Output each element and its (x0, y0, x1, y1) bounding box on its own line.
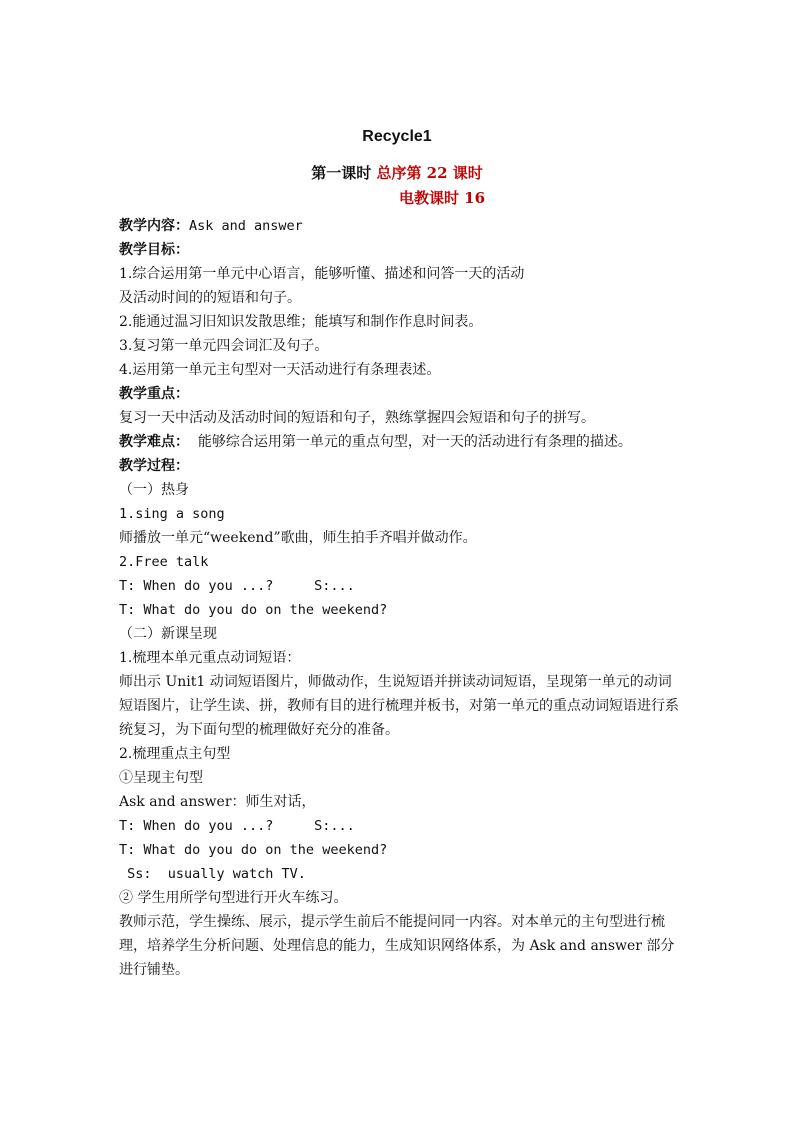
goal-4: 4.运用第一单元主句型对一天活动进行有条理表述。 (119, 362, 441, 378)
difficulty-value: 能够综合运用第一单元的重点句型，对一天的活动进行有条理的描述。 (197, 434, 632, 450)
process-new-lesson: （二）新课呈现 (119, 626, 217, 642)
process-present-sentences: ①呈现主句型 (119, 770, 203, 786)
process-verb-phrases: 1.梳理本单元重点动词短语： (119, 650, 301, 666)
process-dialog-2: T: What do you do on the weekend? (119, 602, 388, 618)
process-song-desc: 师播放一单元“weekend”歌曲，师生拍手齐唱并做动作。 (119, 530, 477, 546)
process-free-talk: 2.Free talk (119, 554, 209, 570)
process-label: 教学过程： (119, 458, 189, 474)
difficulty-label: 教学难点： (119, 434, 189, 450)
content-label: 教学内容： (119, 218, 189, 234)
process-sing-song: 1.sing a song (119, 506, 225, 522)
key-label: 教学重点： (119, 386, 189, 402)
process-verb-desc: 师出示 Unit1 动词短语图片，师做动作，生说短语并拼读动词短语，呈现第一单元的动词短语图片，让学生读、拼，教师有目的进行梳理并板书，对第一单元的重点动词短语进行系统复习，为下面句型的梳理做好充分的准备。 (119, 674, 679, 738)
goal-1a: 1.综合运用第一单元中心语言，能够听懂、描述和问答一天的活动 (119, 266, 525, 282)
goals-label: 教学目标： (119, 242, 189, 258)
process-ask-answer: Ask and answer：师生对话， (119, 794, 316, 810)
goal-3: 3.复习第一单元四会词汇及句子。 (119, 338, 329, 354)
process-dialog-4: T: What do you do on the weekend? (119, 842, 388, 858)
process-warmup: （一）热身 (119, 482, 189, 498)
content-line (119, 214, 679, 238)
goal-1b: 及活动时间的的短语和句子。 (119, 290, 301, 306)
document-body (119, 214, 679, 982)
process-train-practice: ② 学生用所学句型进行开火车练习。 (119, 890, 348, 906)
process-teacher-demo: 教师示范，学生操练、展示，提示学生前后不能提问同一内容。对本单元的主句型进行梳理，培养学生分析问题、处理信息的能力，生成知识网络体系，为 Ask and answer 部分进行铺垫。 (119, 914, 675, 978)
content-value: Ask and answer (189, 218, 303, 234)
difficulty-line (119, 430, 679, 454)
key-value: 复习一天中活动及活动时间的短语和句子，熟练掌握四会短语和句子的拼写。 (119, 410, 595, 426)
lesson-total-period: 总序第 22 课时 (376, 164, 483, 182)
lesson-media-period: 电教课时 16 (398, 189, 486, 207)
process-dialog-3: T: When do you ...? S:... (119, 818, 355, 834)
process-dialog-5: Ss: usually watch TV. (119, 866, 306, 882)
document-title: Recycle1 (362, 128, 432, 145)
goal-2: 2.能通过温习旧知识发散思维；能填写和制作作息时间表。 (119, 314, 483, 330)
lesson-period: 第一课时 (311, 164, 372, 182)
process-key-sentences: 2.梳理重点主句型 (119, 746, 231, 762)
process-dialog-1: T: When do you ...? S:... (119, 578, 355, 594)
lesson-period-line (0, 162, 794, 183)
